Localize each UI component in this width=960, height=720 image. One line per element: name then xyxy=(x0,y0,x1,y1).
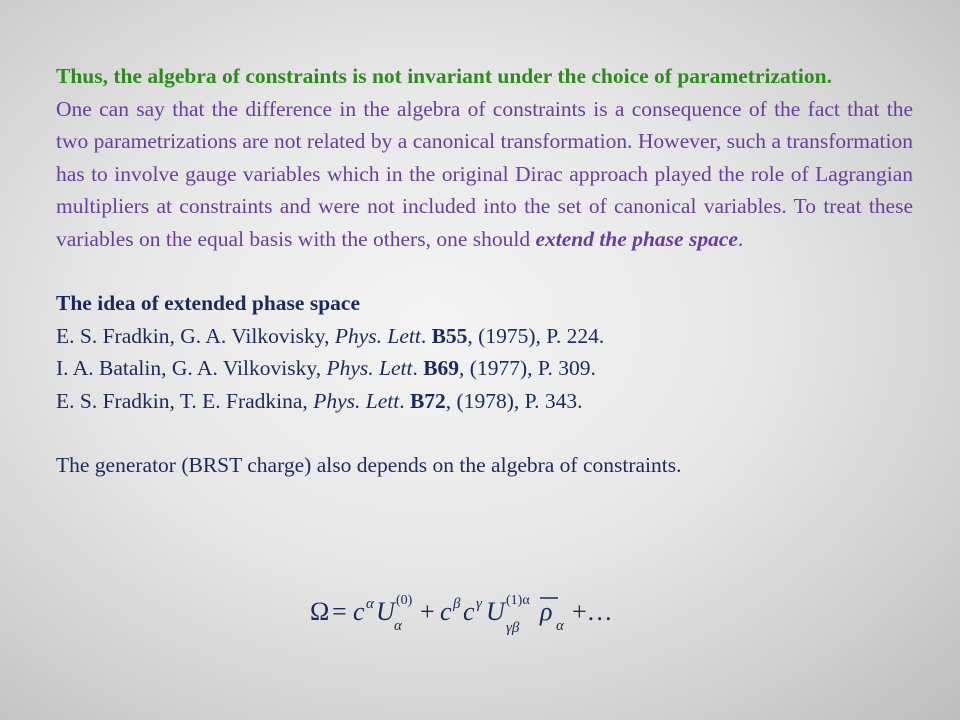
main-paragraph-text: One can say that the difference in the algebra of constraints is a consequence of the fact that the two parametrizations are not related by a canonical transformation. However, such a transformation has to involve gauge variables which in the original Dirac approach played the role of Lagrangian multipliers at constraints and were not included into the set of canonical variables. To treat these variables on the equal basis with the others, one should xyxy=(56,96,913,251)
generator-statement: The generator (BRST charge) also depends on the algebra of constraints. xyxy=(56,453,682,477)
reference-item xyxy=(56,352,913,385)
formula-alpha-sup: α xyxy=(366,596,374,612)
reference-details: , (1978), P. 343. xyxy=(445,388,583,413)
formula-omega: Ω xyxy=(310,597,330,626)
references-heading: The idea of extended phase space xyxy=(56,291,360,315)
formula-rho: ρ xyxy=(540,597,553,626)
formula-gamma-beta-sub: γβ xyxy=(506,620,520,636)
brst-charge-formula xyxy=(310,590,670,640)
intro-statement: Thus, the algebra of constraints is not invariant under the choice of parametrization. xyxy=(56,64,832,88)
reference-journal: Phys. Lett xyxy=(326,356,413,380)
references-block xyxy=(56,287,913,417)
formula-U2: U xyxy=(486,597,505,626)
formula-plus: + xyxy=(420,597,435,626)
reference-sep: . xyxy=(399,388,410,413)
emphasis-extend-phase-space: extend the phase space xyxy=(535,226,738,251)
reference-authors: E. S. Fradkin, G. A. Vilkovisky, xyxy=(56,323,335,348)
main-paragraph xyxy=(56,97,913,251)
reference-item xyxy=(56,320,913,353)
formula-alpha-sub2: α xyxy=(556,618,564,634)
reference-volume: B69 xyxy=(423,356,460,380)
formula-equals: = xyxy=(332,597,347,626)
slide-content xyxy=(56,60,913,481)
formula-sup-0: (0) xyxy=(396,593,413,608)
formula-beta-sup: β xyxy=(453,596,461,612)
formula-ellipsis: +… xyxy=(572,597,613,626)
main-paragraph-end: . xyxy=(737,226,744,251)
formula-U: U xyxy=(376,597,395,626)
reference-volume: B55 xyxy=(431,323,468,348)
reference-volume: B72 xyxy=(409,388,446,413)
formula-c3: c xyxy=(463,597,475,626)
text-block xyxy=(56,60,913,255)
formula-gamma-sup: γ xyxy=(476,596,482,612)
reference-journal: Phys. Lett xyxy=(334,323,421,348)
formula-c: c xyxy=(353,597,365,626)
formula-sup-1-alpha: (1)α xyxy=(506,593,530,608)
formula-c2: c xyxy=(440,597,452,626)
reference-details: , (1977), P. 309. xyxy=(459,356,596,380)
reference-authors: I. A. Batalin, G. A. Vilkovisky, xyxy=(56,356,327,380)
reference-item xyxy=(56,385,913,418)
reference-authors: E. S. Fradkin, T. E. Fradkina, xyxy=(56,388,314,413)
reference-sep: . xyxy=(412,356,424,380)
reference-details: , (1975), P. 224. xyxy=(467,323,605,348)
reference-sep: . xyxy=(420,323,432,348)
reference-journal: Phys. Lett xyxy=(313,388,400,413)
formula-alpha-sub: α xyxy=(394,618,402,634)
